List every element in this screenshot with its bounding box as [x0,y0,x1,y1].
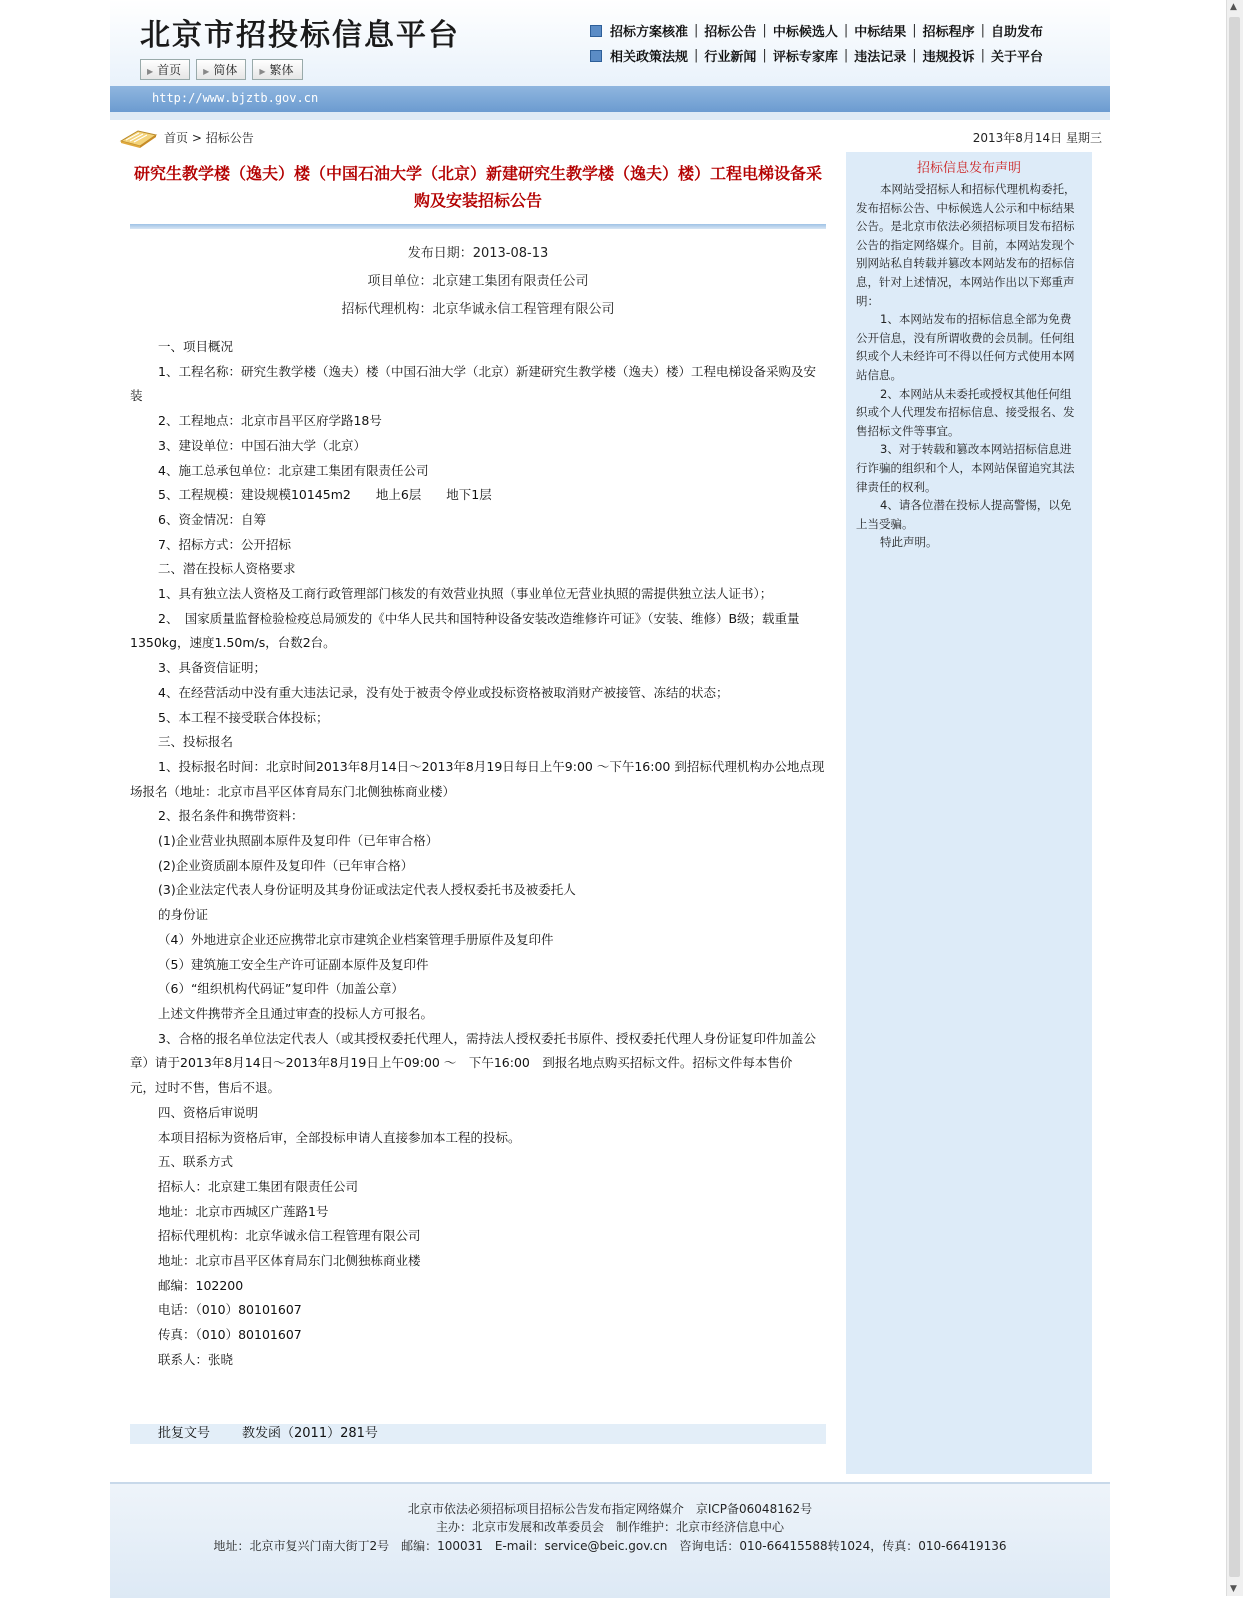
traditional-button[interactable]: ▶ 繁体 [252,59,302,80]
sidebar-notice [846,152,1092,1474]
page [110,0,1110,1596]
book-icon [118,125,160,149]
article-line: （6）“组织机构代码证”复印件（加盖公章） [158,981,404,997]
title-divider [130,224,826,229]
article-line: 1、具有独立法人资格及工商行政管理部门核发的有效营业执照（事业单位无营业执照的需提供独立法人证书）； [158,586,773,602]
article-line: 上述文件携带齐全且通过审查的投标人方可报名。 [158,1005,434,1021]
breadcrumb [118,125,1102,149]
home-button[interactable]: ▶ 首页 [140,59,190,80]
article-line: 5、工程规模：建设规模10145m2 地上6层 地下1层 [158,487,492,503]
nav-bullet-icon [590,50,602,62]
article-line: 联系人：张晓 [158,1351,234,1367]
article-line: 2、报名条件和携带资料： [158,808,304,824]
article-line: 地址：北京市西城区广莲路1号 [158,1203,329,1219]
sidebar-paragraph: 4、请各位潜在投标人提高警惕，以免上当受骗。 [856,498,1072,531]
article-line: 的身份证 [158,907,209,923]
article-body [130,335,826,1373]
url-band [110,86,1110,112]
article-line: 1、投标报名时间：北京时间2013年8月14日～2013年8月19日每日上午9:00 ～下午16:00 到招标代理机构办公地点现场报名（地址：北京市昌平区体育局东门北侧独栋商业楼） [130,758,825,799]
footer-line-2: 主办：北京市发展和改革委员会 制作维护：北京市经济信息中心 [435,1520,784,1534]
article-line: 4、施工总承包单位：北京建工集团有限责任公司 [158,462,429,478]
article-line: 邮编：102200 [158,1277,244,1293]
article-line: 1、工程名称：研究生教学楼（逸夫）楼（中国石油大学（北京）新建研究生教学楼（逸夫）楼）工程电梯设备采购及安装 [130,363,816,404]
sidebar-body [856,180,1082,552]
approval-label: 批复文号 [158,1426,211,1441]
article-line: 本项目招标为资格后审，全部投标申请人直接参加本工程的投标。 [158,1129,521,1145]
article-line: 地址：北京市昌平区体育局东门北侧独栋商业楼 [158,1253,421,1269]
project-unit: 项目单位：北京建工集团有限责任公司 [367,274,589,289]
site-header [110,0,1110,86]
sidebar-title: 招标信息发布声明 [916,161,1021,176]
band-divider [110,112,1110,120]
arrow-right-icon: ▶ [259,67,266,76]
nav-bullet-icon [590,25,602,37]
sidebar-paragraph: 1、本网站发布的招标信息全部为免费公开信息，没有所谓收费的会员制。任何组织或个人未经许可不得以任何方式使用本网站信息。 [856,312,1075,382]
article-line: 五、联系方式 [158,1154,234,1170]
approval-row [130,1424,826,1444]
article-line: 二、潜在投标人资格要求 [158,561,296,577]
vertical-scrollbar[interactable] [1226,0,1243,1596]
sidebar-paragraph: 3、对于转载和篡改本网站招标信息进行诈骗的组织和个人，本网站保留追究其法律责任的权利。 [856,442,1075,494]
footer-line-1: 北京市依法必须招标项目招标公告发布指定网络媒介 京ICP备06048162号 [407,1502,813,1516]
article-line: 2、 国家质量监督检验检疫总局颁发的《中华人民共和国特种设备安装改造维修许可证》（安装、维修）B级；载重量1350kg，速度1.50m/s，台数2台。 [130,610,800,651]
nav-row-1: 招标方案核准 | 招标公告 | 中标候选人 | 中标结果 | 招标程序 | 自助发布 [590,21,1043,40]
publish-date: 发布日期：2013-08-13 [407,246,549,261]
sidebar-paragraph: 特此声明。 [880,535,938,550]
article-line: (1)企业营业执照副本原件及复印件（已年审合格） [158,833,439,849]
article-line: （5）建筑施工安全生产许可证副本原件及复印件 [158,956,429,972]
article-line: 2、工程地点：北京市昌平区府学路18号 [158,413,382,429]
article-line: 三、投标报名 [158,734,234,750]
article-line: 5、本工程不接受联合体投标； [158,709,329,725]
footer [110,1482,1110,1598]
nav-experts[interactable]: 评标专家库 [772,50,838,65]
article-line: 传真：（010）80101607 [158,1327,302,1343]
arrow-right-icon: ▶ [203,67,210,76]
current-date: 2013年8月14日 星期三 [972,131,1102,145]
nav-tender-notice[interactable]: 招标公告 [704,25,757,40]
article-line: 电话：（010）80101607 [158,1302,302,1318]
breadcrumb-home[interactable]: 首页 [164,131,189,145]
language-bar [140,59,303,80]
article-line: 一、项目概况 [158,339,234,354]
nav-candidates[interactable]: 中标候选人 [772,25,838,40]
nav-about[interactable]: 关于平台 [991,50,1044,65]
nav-policy[interactable]: 相关政策法规 [610,50,689,65]
article-line: 四、资格后审说明 [158,1104,259,1120]
breadcrumb-current[interactable]: 招标公告 [205,131,254,145]
nav-self-publish[interactable]: 自助发布 [991,25,1044,40]
article-line: （4）外地进京企业还应携带北京市建筑企业档案管理手册原件及复印件 [158,931,554,947]
article-line: 6、资金情况：自筹 [158,511,266,527]
nav-violations[interactable]: 违法记录 [854,50,907,65]
article-line: 7、招标方式：公开招标 [158,536,291,552]
sidebar-paragraph: 2、本网站从未委托或授权其他任何组织或个人代理发布招标信息、接受报名、发售招标文件等事宜。 [856,386,1075,438]
article-line: 3、合格的报名单位法定代表人（或其授权委托代理人，需持法人授权委托书原件、授权委托代理人身份证复印件加盖公章）请于2013年8月14日～2013年8月19日上午09:00 ～ 下午16:00 到报名地点购买招标文件。招标文件每本售价 元，过时不售，售后不退。 [130,1030,816,1096]
approval-number: 教发函（2011）281号 [242,1426,378,1441]
nav-plan-approval[interactable]: 招标方案核准 [610,25,689,40]
simplified-button[interactable]: ▶ 简体 [196,59,246,80]
scroll-up-icon[interactable]: ▲ [1230,2,1237,12]
nav-news[interactable]: 行业新闻 [704,50,757,65]
tender-agency: 招标代理机构：北京华诚永信工程管理有限公司 [341,302,615,317]
nav-complaints[interactable]: 违规投诉 [922,50,975,65]
nav-procedure[interactable]: 招标程序 [922,25,975,40]
sidebar-paragraph: 本网站受招标人和招标代理机构委托，发布招标公告、中标候选人公示和中标结果公告。是北京市依法必须招标项目发布招标公告的指定网络媒介。目前，本网站发现个别网站私自转载并篡改本网站发布的招标信息，针对上述情况，本网站作出以下郑重声明： [856,182,1076,308]
article-line: (2)企业资质副本原件及复印件（已年审合格） [158,857,414,873]
article-title: 研究生教学楼（逸夫）楼（中国石油大学（北京）新建研究生教学楼（逸夫）楼）工程电梯设备采购及安装招标公告 [133,164,822,210]
nav-row-2: 相关政策法规 | 行业新闻 | 评标专家库 | 违法记录 | 违规投诉 | 关于平台 [590,46,1043,65]
site-logo-title: 北京市招投标信息平台 [140,18,460,53]
article-line: 招标人：北京建工集团有限责任公司 [158,1178,359,1194]
footer-line-3: 地址：北京市复兴门南大街丁2号 邮编：100031 E-mail：service@beic.gov.cn 咨询电话：010-66415588转1024，传真：010-66419136 [213,1539,1007,1553]
scrollbar-thumb[interactable] [1229,17,1240,1577]
article-line: 4、在经营活动中没有重大违法记录，没有处于被责令停业或投标资格被取消财产被接管、冻结的状态； [158,684,729,700]
arrow-right-icon: ▶ [147,67,154,76]
breadcrumb-separator: > [191,131,202,145]
scroll-down-icon[interactable]: ▼ [1230,1584,1237,1594]
site-url: http://www.bjztb.gov.cn [152,91,319,105]
article-line: 3、具备资信证明； [158,660,266,676]
article-line: (3)企业法定代表人身份证明及其身份证或法定代表人授权委托书及被委托人 [158,882,576,898]
article-line: 3、建设单位：中国石油大学（北京） [158,437,366,453]
nav-results[interactable]: 中标结果 [854,25,907,40]
article-line: 招标代理机构：北京华诚永信工程管理有限公司 [158,1228,421,1244]
